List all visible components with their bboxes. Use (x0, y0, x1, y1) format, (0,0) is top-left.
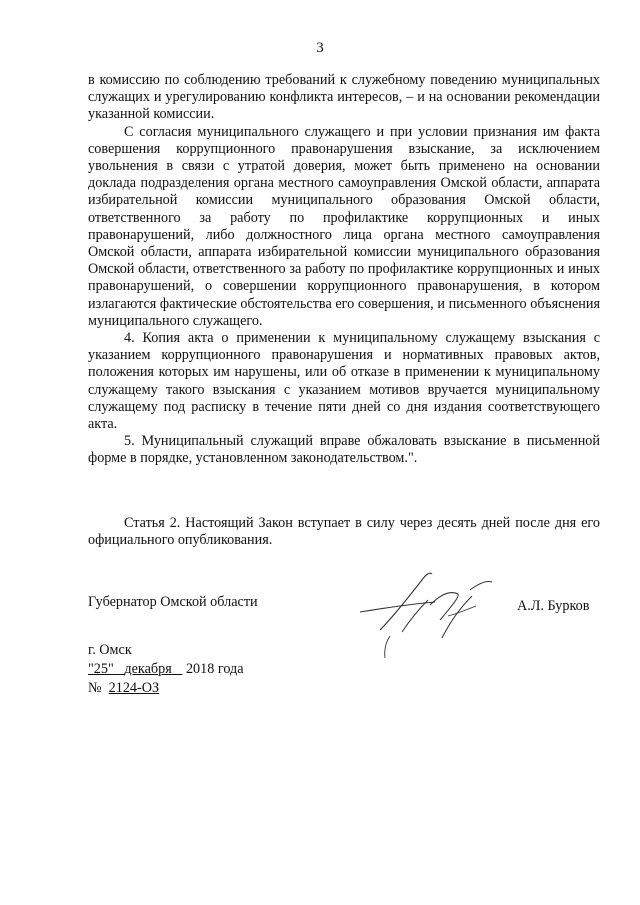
date-open-quote: " (88, 661, 94, 677)
article-2 (88, 515, 600, 549)
date-month: декабря (124, 661, 172, 677)
law-number (88, 680, 159, 697)
paragraph-item-5: 5. Муниципальный служащий вправе обжаловать взыскание в письменной форме в порядке, установленном законодательством.". (88, 433, 600, 467)
number-value: 2124-ОЗ (108, 680, 160, 696)
signing-date (88, 661, 244, 678)
law-text-body (88, 72, 600, 468)
article-2-text: Статья 2. Настоящий Закон вступает в силу через десять дней после дня его официального опубликования. (88, 515, 600, 549)
date-day: 25 (93, 661, 108, 677)
paragraph-consent: С согласия муниципального служащего и при условии признания им факта совершения коррупционного правонарушения взыскание, за исключением увольнения в связи с утратой доверия, может быть применено на основании доклада подразделения органа местного самоуправления Омской области, аппарата избирательной комиссии муниципального образования Омской области, ответственного за работу по профилактике коррупционных и иных правонарушений, либо должностного лица органа местного самоуправления Омской области, аппарата избирательной комиссии муниципального образования Омской области, ответственного за работу по профилактике коррупционных и иных правонарушений, о совершении коррупционного правонарушения, в котором излагаются фактические обстоятельства его совершения, и письменного объяснения муниципального служащего. (88, 123, 600, 329)
place-of-signing: г. Омск (88, 642, 132, 658)
date-year: 2018 года (185, 661, 244, 677)
number-sign: № (88, 680, 102, 696)
governor-title: Губернатор Омской области (88, 594, 258, 610)
governor-name: А.Л. Бурков (517, 598, 590, 614)
date-close-quote: " (107, 661, 114, 677)
page-number: 3 (316, 40, 324, 56)
handwritten-signature (340, 560, 520, 660)
paragraph-item-4: 4. Копия акта о применении к муниципальному служащему взыскания с указанием коррупционного правонарушения и нормативных правовых актов, положения которых им нарушены, или об отказе в применении к муниципальному служащему такого взыскания с указанием мотивов вручается муниципальному служащему под расписку в течение пяти дней со дня издания соответствующего акта. (88, 330, 600, 433)
paragraph-commission: в комиссию по соблюдению требований к служебному поведению муниципальных служащих и урегулированию конфликта интересов, – и на основании рекомендации указанной комиссии. (88, 72, 600, 123)
